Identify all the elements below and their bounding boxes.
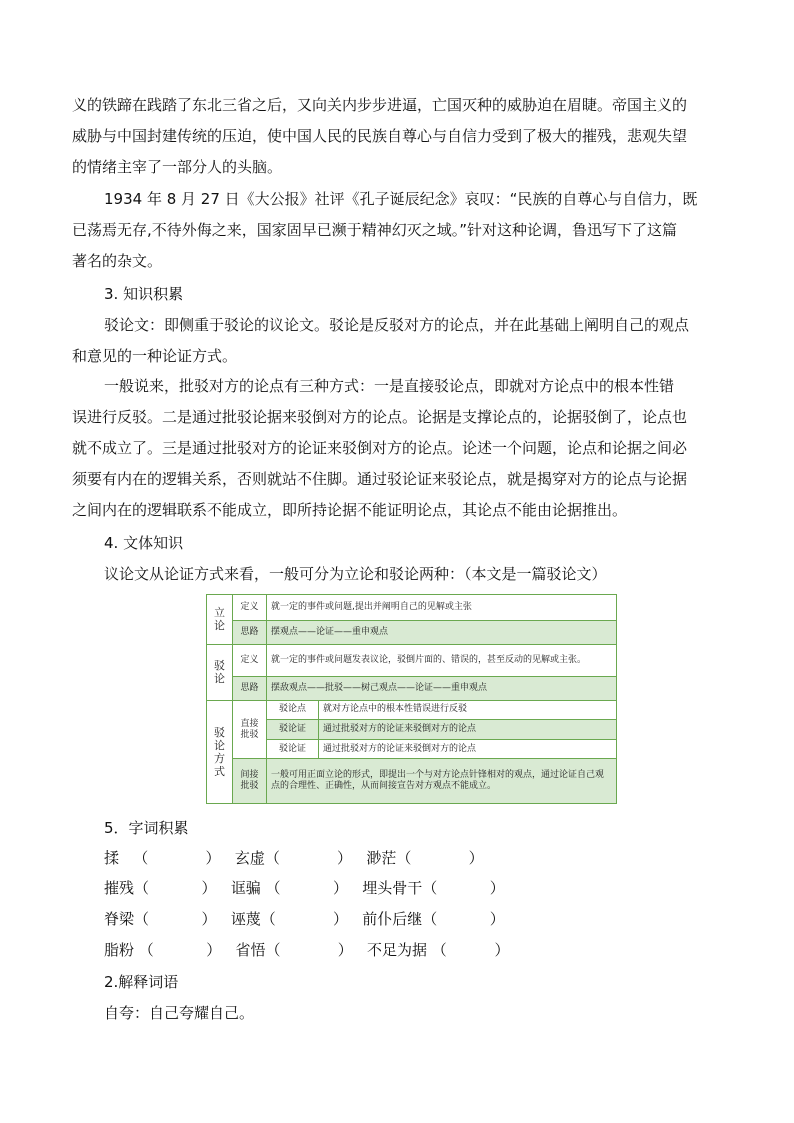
table-cell-lilun-approach: 摆观点——论证——重申观点 xyxy=(267,620,617,644)
section-heading-5: 5．字词积累 xyxy=(104,819,189,837)
argument-types-table xyxy=(206,594,617,804)
table-method-label: 驳论点 xyxy=(267,700,319,720)
table-label-approach: 思路 xyxy=(233,620,267,644)
explain-line: 自夸：自己夸耀自己。 xyxy=(104,1004,255,1022)
text-line: 驳论文：即侧重于驳论的议论文。驳论是反驳对方的论点，并在此基础上阐明自己的观点 xyxy=(104,316,690,334)
text-line: 就不成立了。三是通过批驳对方的论证来驳倒对方的论点。论述一个问题，论点和论据之间必 xyxy=(72,439,688,457)
table-label-definition: 定义 xyxy=(233,595,267,621)
table-method-text: 通过批驳对方的论证来驳倒对方的论点 xyxy=(319,720,617,740)
table-category-lilun: 立论 xyxy=(207,595,233,645)
table-method-text: 通过批驳对方的论证来驳倒对方的论点 xyxy=(319,739,617,759)
text-line: 著名的杂文。 xyxy=(72,252,163,270)
paragraph-1934 xyxy=(72,184,722,277)
text-line: 义的铁蹄在践踏了东北三省之后，又向关内步步进逼，亡国灭种的威胁迫在眉睫。帝国主义的 xyxy=(72,96,688,114)
text-line: 须要有内在的逻辑关系，否则就站不住脚。通过驳论证来驳论点，就是揭穿对方的论点与论据 xyxy=(72,470,688,488)
intro-paragraph xyxy=(72,90,722,183)
paragraph-refutation-methods xyxy=(72,371,722,526)
table-method-text: 就对方论点中的根本性错误进行反驳 xyxy=(319,700,617,720)
table-cell-indirect: 一般可用正面立论的形式，即提出一个与对方论点针锋相对的观点，通过论证自己观点的合理性、正确性，从而间接宣告对方观点不能成立。 xyxy=(267,759,617,804)
text-line: 的情绪主宰了一部分人的头脑。 xyxy=(72,158,283,176)
vocab-row: 摧残（ ） 诓骗 （ ） 埋头骨干（ ） xyxy=(104,879,505,897)
text-line: 威胁与中国封建传统的压迫，使中国人民的民族自尊心与自信力受到了极大的摧残，悲观失望 xyxy=(72,127,688,145)
vocab-row: 脂粉 （ ） 省悟（ ） 不足为据 （ ） xyxy=(104,941,510,959)
paragraph-bolun-definition xyxy=(72,310,722,372)
text-line: 和意见的一种论证方式。 xyxy=(72,347,238,365)
table-category-methods: 驳论方式 xyxy=(207,700,233,803)
table-label-approach: 思路 xyxy=(233,676,267,700)
vocab-row: 揉 （ ） 玄虚（ ） 渺茫（ ） xyxy=(104,849,484,867)
table-category-bolun: 驳论 xyxy=(207,644,233,700)
table-method-label: 驳论证 xyxy=(267,739,319,759)
text-line: 之间内在的逻辑联系不能成立，即所持论据不能证明论点，其论点不能由论据推出。 xyxy=(72,501,628,519)
table-method-label: 驳论证 xyxy=(267,720,319,740)
table-label-direct: 直接批驳 xyxy=(233,700,267,759)
section-heading-4: 4. 文体知识 xyxy=(104,534,184,552)
table-label-definition: 定义 xyxy=(233,644,267,676)
table-cell-bolun-approach: 摆敌观点——批驳——树己观点——论证——重申观点 xyxy=(267,676,617,700)
table-label-indirect: 间接批驳 xyxy=(233,759,267,804)
genre-intro-line: 议论文从论证方式来看，一般可分为立论和驳论两种：（本文是一篇驳论文） xyxy=(104,565,607,583)
text-line: 已荡焉无存,不待外侮之来，国家固早已濒于精神幻灭之域。”针对这种论调，鲁迅写下了这篇 xyxy=(72,221,678,239)
table-cell-bolun-definition: 就一定的事件或问题发表议论，驳倒片面的、错误的，甚至反动的见解或主张。 xyxy=(267,644,617,676)
vocab-row: 脊梁（ ） 诬蔑（ ） 前仆后继（ ） xyxy=(104,910,505,928)
section-heading-explain: 2.解释词语 xyxy=(104,973,179,991)
text-line: 一般说来，批驳对方的论点有三种方式：一是直接驳论点，即就对方论点中的根本性错 xyxy=(104,377,675,395)
section-heading-3: 3. 知识积累 xyxy=(104,285,184,303)
table-cell-lilun-definition: 就一定的事件或问题,提出并阐明自己的见解或主张 xyxy=(267,595,617,621)
text-line: 1934 年 8 月 27 日《大公报》社评《孔子诞辰纪念》哀叹：“民族的自尊心与自信力，既 xyxy=(104,190,698,208)
text-line: 误进行反驳。二是通过批驳论据来驳倒对方的论点。论据是支撑论点的，论据驳倒了，论点也 xyxy=(72,408,688,426)
